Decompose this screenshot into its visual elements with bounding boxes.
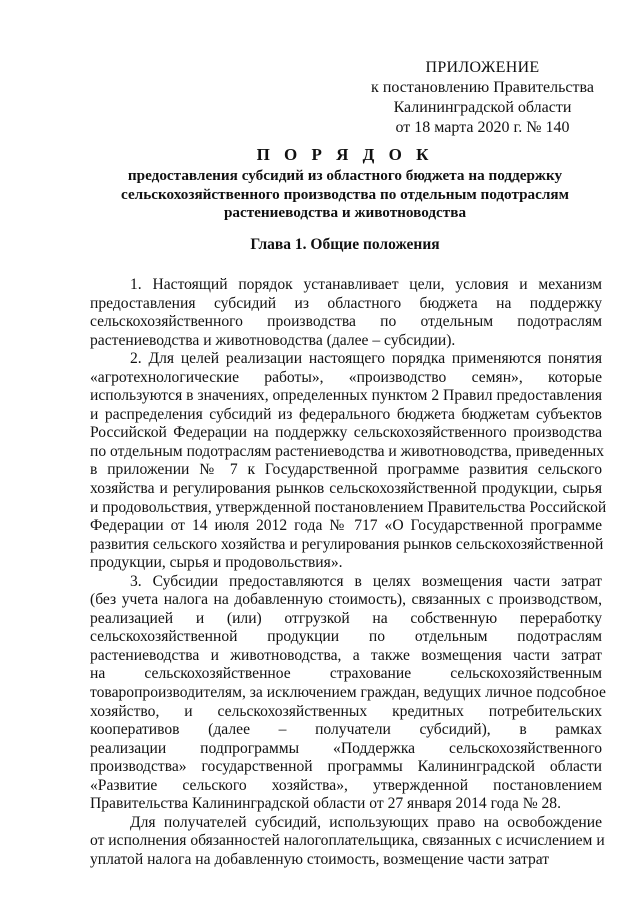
paragraph-line: сельскохозяйственного производства по отдельным подотраслям (90, 313, 602, 331)
paragraph-line: уплатой налога на добавленную стоимость, возмещение части затрат (90, 850, 550, 868)
paragraph-1 (90, 276, 602, 350)
annex-line: Калининградской области (393, 99, 572, 116)
paragraph-line: (без учета налога на добавленную стоимость), связанных с производством, (90, 591, 602, 609)
paragraph-line: производства» государственной программы Калининградской области (90, 758, 602, 776)
annex-line: от 18 марта 2020 г. № 140 (395, 119, 570, 136)
paragraph-line: на сельскохозяйственное страхование сельскохозяйственным (90, 665, 602, 683)
paragraph-line: сельскохозяйственной продукции по отдельным подотраслям (90, 628, 602, 646)
paragraph-line: растениеводства и животноводства (далее – субсидии). (90, 331, 456, 349)
annex-header (360, 58, 605, 138)
document-title: П О Р Я Д О К (256, 145, 434, 164)
paragraph-4 (90, 813, 605, 870)
paragraph-line: развития сельского хозяйства и регулирования рынков сельскохозяйственной (90, 535, 604, 553)
paragraph-line: по отдельным подотраслям растениеводства и животноводства, приведенных (90, 442, 605, 460)
paragraph-line: 1. Настоящий порядок устанавливает цели, условия и механизм (130, 276, 602, 293)
document-subtitle-line: растениеводства и животноводства (223, 204, 467, 221)
paragraph-line: и распределения субсидий из федерального бюджета бюджетам субъектов (90, 405, 602, 423)
document-subtitle-line: предоставления субсидий из областного бюджета на поддержку (127, 167, 563, 184)
paragraph-line: продукции, сырья и продовольствия». (90, 554, 343, 572)
paragraph-line: хозяйство, и сельскохозяйственных кредитных потребительских (90, 702, 602, 720)
paragraph-line: хозяйства и регулирования рынков сельскохозяйственной продукции, сырья (90, 480, 602, 498)
paragraph-line: товаропроизводителям, за исключением граждан, ведущих личное подсобное (90, 684, 606, 702)
paragraph-line: растениеводства и животноводства, а также возмещения части затрат (90, 646, 602, 664)
paragraph-line: реализацией и (или) отгрузкой на собственную переработку (90, 609, 602, 627)
paragraph-line: Российской Федерации на поддержку сельскохозяйственного производства (90, 424, 602, 442)
paragraph-2 (90, 350, 607, 573)
paragraph-line: 3. Субсидии предоставляются в целях возмещения части затрат (130, 572, 602, 590)
document-title-block (90, 145, 600, 223)
paragraph-line: предоставления субсидий из областного бюджета на поддержку (90, 294, 602, 312)
paragraph-3 (90, 572, 606, 814)
paragraph-line: в приложении № 7 к Государственной программе развития сельского (90, 461, 602, 479)
paragraph-line: Федерации от 14 июля 2012 года № 717 «О Государственной программе (90, 517, 602, 535)
paragraph-line: Для получателей субсидий, использующих право на освобождение (130, 813, 602, 831)
paragraph-line: реализации подпрограммы «Поддержка сельскохозяйственного (90, 739, 602, 757)
paragraph-line: «агротехнологические работы», «производство семян», которые (90, 368, 602, 386)
annex-line: к постановлению Правительства (371, 79, 594, 96)
document-body (90, 276, 607, 870)
paragraph-line: «Развитие сельского хозяйства», утвержденной постановлением (90, 776, 602, 794)
paragraph-line: Правительства Калининградской области от 27 января 2014 года № 28. (90, 795, 561, 813)
annex-title: ПРИЛОЖЕНИЕ (425, 59, 540, 76)
paragraph-line: и продовольствия, утвержденной постановлением Правительства Российской (90, 498, 607, 516)
paragraph-line: от исполнения обязанностей налогоплательщика, связанных с исчислением и (90, 832, 605, 850)
paragraph-line: 2. Для целей реализации настоящего порядка применяются понятия (130, 350, 602, 368)
document-subtitle-line: сельскохозяйственного производства по отдельным подотраслям (121, 185, 569, 203)
paragraph-line: кооперативов (далее – получатели субсидий), в рамках (90, 721, 602, 739)
chapter-heading: Глава 1. Общие положения (250, 236, 440, 253)
paragraph-line: используются в значениях, определенных пунктом 2 Правил предоставления (90, 387, 602, 405)
